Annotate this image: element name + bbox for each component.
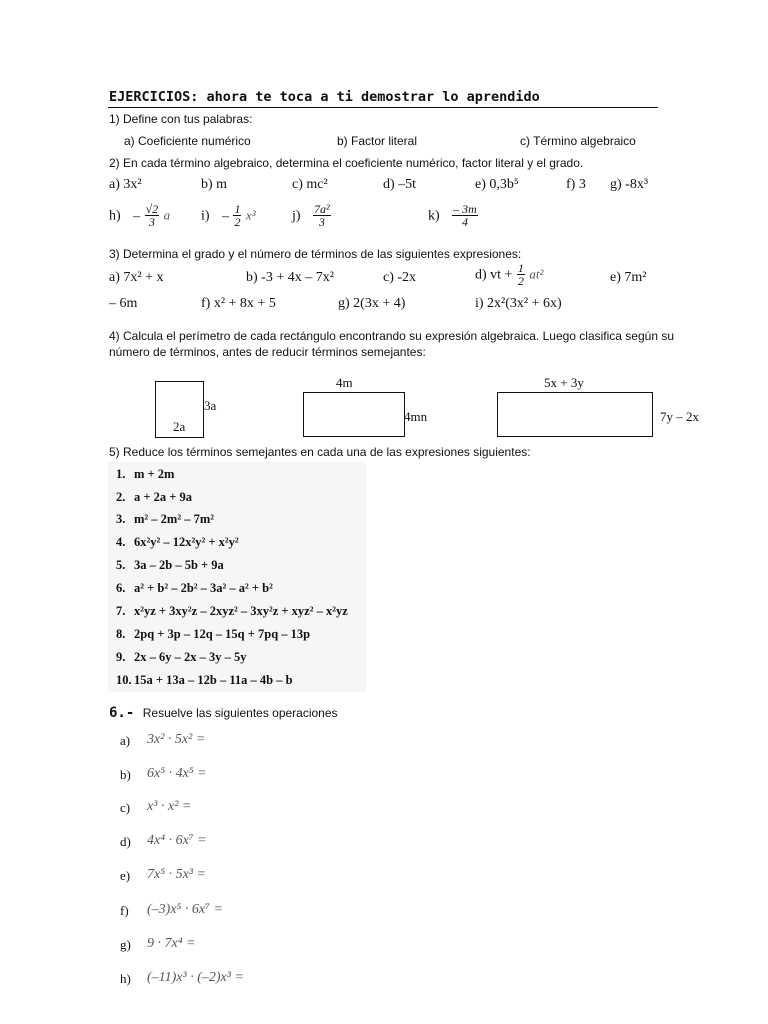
q3-item-i: i) 2x²(3x² + 6x) xyxy=(475,296,562,311)
list-item xyxy=(116,490,192,505)
list-item xyxy=(116,627,310,642)
q2-item-g: g) -8x³ xyxy=(610,177,649,192)
q1-item-a: a) Coeficiente numérico xyxy=(124,134,251,148)
list-item-number: 4. xyxy=(116,535,126,549)
q3-item-f: f) x² + 8x + 5 xyxy=(201,296,276,311)
q2-item-k xyxy=(428,203,478,228)
list-item xyxy=(116,581,273,596)
rectangle-3-top-label: 5x + 3y xyxy=(544,375,584,390)
list-item xyxy=(116,650,247,665)
list-item-number: 2. xyxy=(116,490,126,504)
q1-prompt: 1) Define con tus palabras: xyxy=(109,112,253,126)
list-item-expression: 15a + 13a – 12b – 11a – 4b – b xyxy=(134,673,293,687)
q2-item-f: f) 3 xyxy=(566,177,586,192)
rectangle-1-bottom-label: 2a xyxy=(173,419,186,434)
q3-item-e: e) 7m² xyxy=(610,270,647,285)
list-item-expression: 2x – 6y – 2x – 3y – 5y xyxy=(134,650,247,664)
rectangle-2 xyxy=(303,392,405,437)
q2-item-i-numerator: 1 xyxy=(234,202,241,216)
list-item-number: 1. xyxy=(116,467,126,481)
list-item xyxy=(116,512,214,527)
q2-item-k-denominator: 4 xyxy=(461,215,468,229)
q6-item-b-label: b) xyxy=(120,767,131,782)
rectangle-3 xyxy=(497,392,653,437)
q2-item-h-variable: a xyxy=(163,207,171,223)
list-item-number: 9. xyxy=(116,650,126,664)
list-item-expression: 6x²y² – 12x²y² + x²y² xyxy=(134,535,239,549)
q6-item-e-label: e) xyxy=(120,868,131,883)
q2-item-i-label: i) xyxy=(201,208,210,224)
q2-item-c: c) mc² xyxy=(292,177,328,192)
q4-prompt-line2: número de términos, antes de reducir términos semejantes: xyxy=(109,345,426,359)
q3-item-b: b) -3 + 4x – 7x² xyxy=(246,270,334,285)
list-item xyxy=(116,467,174,482)
list-item-expression: a² + b² – 2b² – 3a² – a² + b² xyxy=(134,581,273,595)
list-item xyxy=(116,604,348,619)
q2-item-h-sign: – xyxy=(133,208,141,224)
q6-item-c-label: c) xyxy=(120,800,131,815)
q6-item-b-expression: 6x⁵ · 4x⁵ = xyxy=(147,766,207,781)
rectangle-2-side-label: 4mn xyxy=(404,409,428,424)
q2-item-h-denominator: 3 xyxy=(148,215,155,229)
q2-item-h xyxy=(109,203,170,228)
title-underline xyxy=(108,107,658,108)
list-item-expression: x²yz + 3xy²z – 2xyz² – 3xy²z + xyz² – x²yz xyxy=(134,604,348,618)
q2-item-j-denominator: 3 xyxy=(318,215,325,229)
rectangle-1-side-label: 3a xyxy=(204,398,217,413)
rectangle-3-side-label: 7y – 2x xyxy=(660,409,699,424)
q5-prompt: 5) Reduce los términos semejantes en cada una de las expresiones siguientes: xyxy=(109,445,531,459)
q6-item-g-expression: 9 · 7x⁴ = xyxy=(147,936,196,951)
q2-item-j-label: j) xyxy=(292,208,301,224)
q6-item-a-label: a) xyxy=(120,733,131,748)
list-item xyxy=(116,673,293,688)
list-item-expression: m² – 2m² – 7m² xyxy=(134,512,214,526)
q2-item-j-numerator: 7a² xyxy=(314,202,330,216)
list-item-number: 5. xyxy=(116,558,126,572)
q6-item-h-expression: (–11)x³ · (–2)x³ = xyxy=(147,970,244,985)
list-item xyxy=(116,558,224,573)
q3-item-d-suffix: at² xyxy=(529,266,544,282)
rectangle-2-top-label: 4m xyxy=(336,375,353,390)
q3-item-d-denominator: 2 xyxy=(517,274,524,288)
q2-item-j xyxy=(292,203,331,228)
q6-item-g-label: g) xyxy=(120,937,131,952)
q3-item-g: g) 2(3x + 4) xyxy=(338,296,406,311)
q6-item-c-expression: x³ · x² = xyxy=(147,799,192,814)
list-item-number: 3. xyxy=(116,512,126,526)
list-item-expression: a + 2a + 9a xyxy=(134,490,192,504)
q2-item-k-label: k) xyxy=(428,208,440,224)
q3-item-e-continued: – 6m xyxy=(109,296,138,311)
q6-item-f-expression: (–3)x⁵ · 6x⁷ = xyxy=(147,902,223,917)
list-item-number: 7. xyxy=(116,604,126,618)
q6-item-f-label: f) xyxy=(120,903,129,918)
q2-item-i-sign: – xyxy=(222,208,230,224)
q2-item-h-label: h) xyxy=(109,208,121,224)
list-item xyxy=(116,535,239,550)
q2-item-a: a) 3x² xyxy=(109,177,142,192)
q2-item-i-denominator: 2 xyxy=(234,215,241,229)
list-item-expression: 3a – 2b – 5b + 9a xyxy=(134,558,224,572)
list-item-number: 8. xyxy=(116,627,126,641)
q1-item-b: b) Factor literal xyxy=(337,134,418,148)
q3-item-a: a) 7x² + x xyxy=(109,270,164,285)
q2-item-i xyxy=(201,203,256,228)
q2-item-k-numerator: – 3m xyxy=(453,202,477,216)
list-item-expression: m + 2m xyxy=(134,467,175,481)
q6-item-a-expression: 3x² · 5x² = xyxy=(147,732,206,747)
list-item-expression: 2pq + 3p – 12q – 15q + 7pq – 13p xyxy=(134,627,311,641)
q3-item-d-numerator: 1 xyxy=(517,261,524,275)
q6-item-h-label: h) xyxy=(120,971,131,986)
q2-item-b: b) m xyxy=(201,177,228,192)
q6-prompt: Resuelve las siguientes operaciones xyxy=(142,706,338,720)
q2-item-i-variable: x³ xyxy=(245,207,256,223)
list-item-number: 10. xyxy=(116,673,132,687)
q2-prompt: 2) En cada término algebraico, determina el coeficiente numérico, factor literal y el grado. xyxy=(109,156,584,170)
q3-item-c: c) -2x xyxy=(383,270,417,285)
q6-item-e-expression: 7x⁵ · 5x³ = xyxy=(147,867,206,882)
q4-prompt-line1: 4) Calcula el perímetro de cada rectángulo encontrando su expresión algebraica. Luego clasifica según su xyxy=(109,329,675,343)
page-title: EJERCICIOS: ahora te toca a ti demostrar lo aprendido xyxy=(109,89,540,105)
q6-heading xyxy=(109,704,338,722)
q6-item-d-label: d) xyxy=(120,834,131,849)
q3-item-d-prefix: d) vt + xyxy=(475,267,513,283)
q3-item-d xyxy=(475,262,543,287)
q3-prompt: 3) Determina el grado y el número de términos de las siguientes expresiones: xyxy=(109,247,522,261)
q6-number: 6.- xyxy=(109,705,135,721)
q2-item-e: e) 0,3b⁵ xyxy=(475,177,519,192)
list-item-number: 6. xyxy=(116,581,126,595)
q2-item-d: d) –5t xyxy=(383,177,417,192)
q1-item-c: c) Término algebraico xyxy=(520,134,636,148)
q2-item-h-numerator: √2 xyxy=(145,202,159,216)
q6-item-d-expression: 4x⁴ · 6x⁷ = xyxy=(147,833,207,848)
